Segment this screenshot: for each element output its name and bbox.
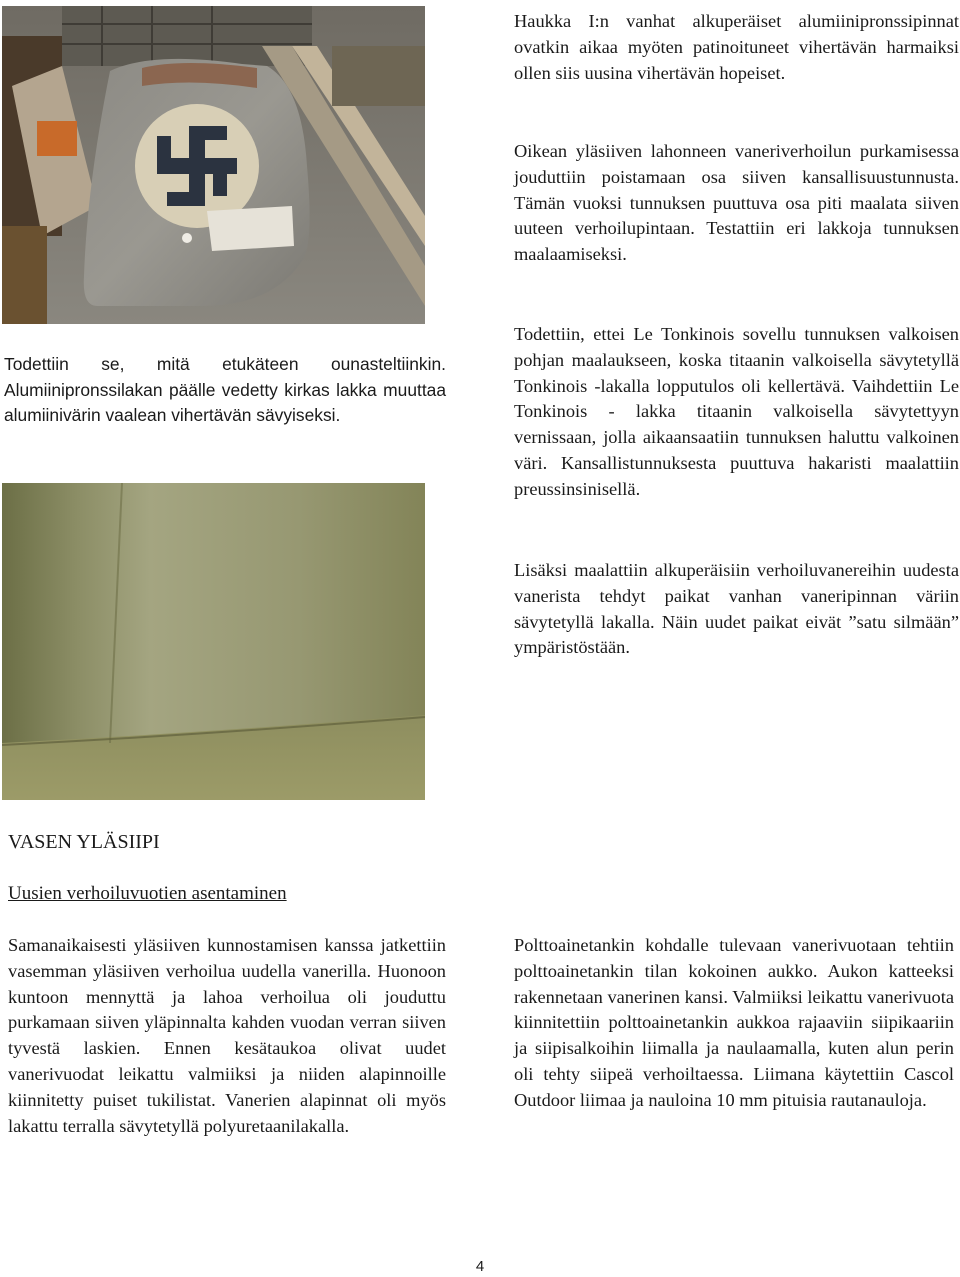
insignia-paragraph: Oikean yläsiiven lahonneen vaneriverhoilun purkamisessa jouduttiin poistamaan osa siiven kansallisuustunnusta. Tämän vuoksi tunnuksen puuttuva osa piti maalata siiven uuteen verhoilupintaan. Testattiin eri lakkoja tunnuksen maalaamiseksi. [514,141,959,265]
plywood-closeup-graphic [2,483,425,800]
section-subheading: Uusien verhoiluvuotien asentaminen [8,883,287,904]
intro-paragraph: Haukka I:n vanhat alkuperäiset alumiinipronssipinnat ovatkin aikaa myöten patinoituneet vihertävän harmaiksi ollen siis uusina vihertävän hopeiset. [514,11,959,83]
right-column-text: Polttoainetankin kohdalle tulevaan vanerivuotaan tehtiin polttoainetankin tilan kokoinen aukko. Aukon katteeksi rakennetaan vanerinen kansi. Valmiiksi leikattu vanerivuota kiinnitettiin polttoainetankin aukkoa rajaaviin siipikaariin ja siipisalkoihin liimalla ja naulaamalla, kuten alun perin oli tehty siipeä verhoiltaessa. Liimana käytettiin Cascol Outdoor liimaa ja nauloina 10 mm pituisia rautanauloja. [514,935,954,1110]
varnish-paragraph: Todettiin, ettei Le Tonkinois sovellu tunnuksen valkoisen pohjan maalaukseen, koska titaanin valkoisella sävytetyllä Tonkinois -lakalla lopputulos oli kellertävä. Vaihdettiin Le Tonkinois - lakka titaanin valkoisella sävytettyyn vernissaan, jolla aikaansaatiin tunnuksen haluttu valkoinen väri. Kansallistunnuksesta puuttuva hakaristi maalattiin preussinsinisellä. [514,324,959,499]
left-column-text: Samanaikaisesti yläsiiven kunnostamisen kanssa jatkettiin vasemman yläsiiven verhoilua uudella vanerilla. Huonoon kuntoon mennyttä ja lahoa verhoilua oli jouduttu purkamaan siiven yläpinnalta kahden vuodan verran siiven tyvestä laskien. Ennen kesätaukoa olivat uudet vanerivuodat leikattu valmiiksi ja niiden alapinnoille kiinnitetty puiset tukilistat. Vanerien alapinnat oli myös lakattu terralla sävytetyllä polyuretaanilakalla. [8,935,446,1136]
plywood-closeup-photo [2,483,425,800]
wing-photo [2,6,425,324]
patches-paragraph: Lisäksi maalattiin alkuperäisiin verhoiluvanereihin uudesta vanerista tehdyt paikat vanhan vaneripinnan väriin sävytetyllä lakalla. Näin uudet paikat eivät ”satu silmään” ympäristöstään. [514,560,959,658]
page-number: 4 [475,1258,485,1275]
wing-photo-graphic [2,6,425,324]
photo-caption: Todettiin se, mitä etukäteen ounasteltiinkin. Alumiinipronssilakan päälle vedetty kirkas lakka muuttaa alumiinivärin vaalean vihertävän sävyiseksi. [4,354,446,426]
section-heading: VASEN YLÄSIIPI [8,831,160,853]
